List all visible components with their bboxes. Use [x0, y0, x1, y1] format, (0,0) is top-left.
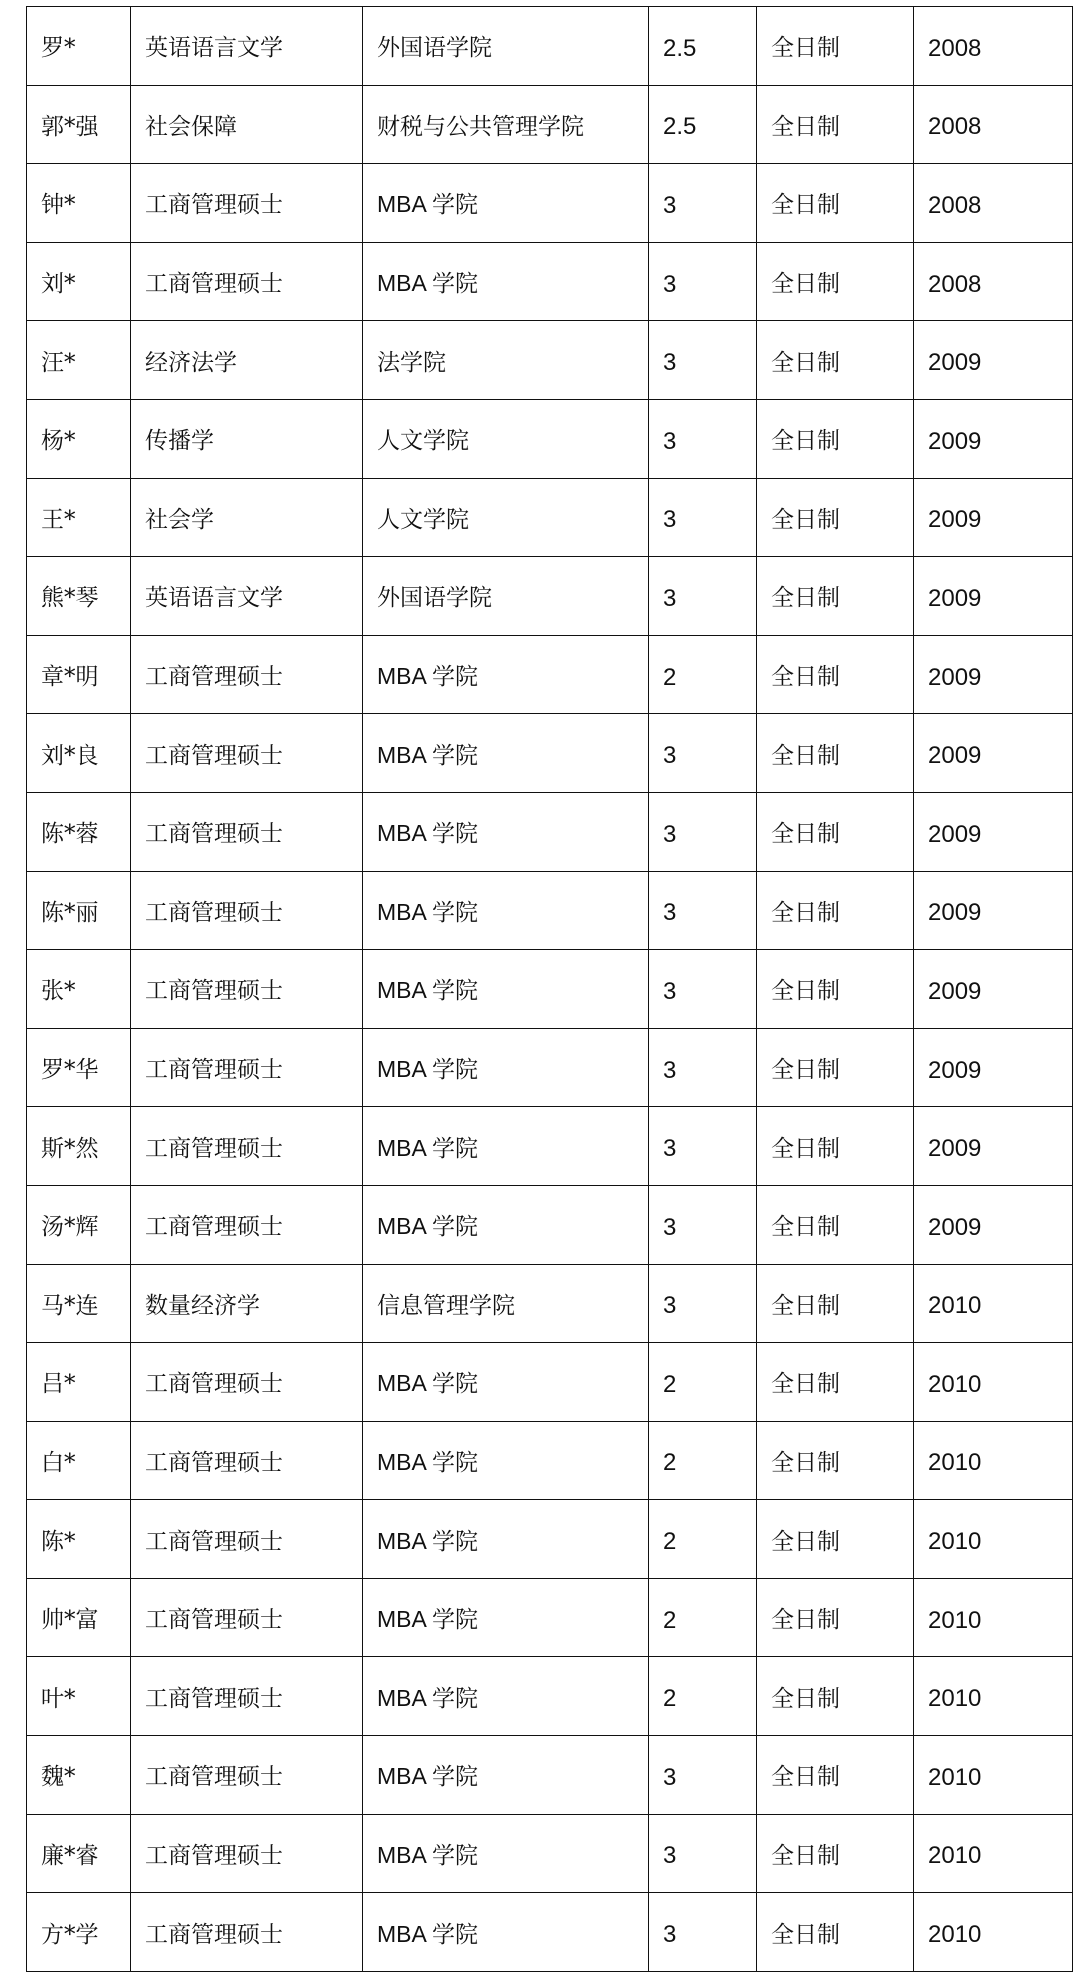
- table-row: [27, 399, 1073, 478]
- enrollment-year-cell: 2009: [914, 792, 1073, 871]
- duration-cell: 3: [649, 950, 757, 1029]
- school-cell: MBA 学院: [363, 1421, 649, 1500]
- table-row: [27, 85, 1073, 164]
- table-row: [27, 7, 1073, 86]
- duration-cell: 3: [649, 792, 757, 871]
- school-cell: 信息管理学院: [363, 1264, 649, 1343]
- major-cell: 经济法学: [131, 321, 363, 400]
- enrollment-year-cell: 2010: [914, 1657, 1073, 1736]
- table-row: [27, 1028, 1073, 1107]
- duration-cell: 3: [649, 399, 757, 478]
- table-row: [27, 1264, 1073, 1343]
- enrollment-year-cell: 2009: [914, 1107, 1073, 1186]
- student-table-container: [26, 6, 1072, 1972]
- major-cell: 工商管理硕士: [131, 1736, 363, 1815]
- major-cell: 工商管理硕士: [131, 714, 363, 793]
- study-mode-cell: 全日制: [757, 1736, 914, 1815]
- school-cell: 外国语学院: [363, 7, 649, 86]
- enrollment-year-cell: 2009: [914, 871, 1073, 950]
- enrollment-year-cell: 2009: [914, 478, 1073, 557]
- duration-cell: 2: [649, 1500, 757, 1579]
- name-cell: 刘*良: [27, 714, 131, 793]
- study-mode-cell: 全日制: [757, 635, 914, 714]
- major-cell: 工商管理硕士: [131, 1107, 363, 1186]
- study-mode-cell: 全日制: [757, 1028, 914, 1107]
- enrollment-year-cell: 2009: [914, 399, 1073, 478]
- name-cell: 刘*: [27, 242, 131, 321]
- major-cell: 工商管理硕士: [131, 1343, 363, 1422]
- major-cell: 工商管理硕士: [131, 792, 363, 871]
- duration-cell: 3: [649, 871, 757, 950]
- study-mode-cell: 全日制: [757, 399, 914, 478]
- name-cell: 帅*富: [27, 1578, 131, 1657]
- school-cell: MBA 学院: [363, 635, 649, 714]
- school-cell: MBA 学院: [363, 1814, 649, 1893]
- enrollment-year-cell: 2010: [914, 1893, 1073, 1972]
- study-mode-cell: 全日制: [757, 1343, 914, 1422]
- enrollment-year-cell: 2009: [914, 714, 1073, 793]
- table-row: [27, 1421, 1073, 1500]
- table-row: [27, 1343, 1073, 1422]
- study-mode-cell: 全日制: [757, 1107, 914, 1186]
- table-row: [27, 1578, 1073, 1657]
- duration-cell: 3: [649, 1893, 757, 1972]
- name-cell: 王*: [27, 478, 131, 557]
- table-row: [27, 950, 1073, 1029]
- enrollment-year-cell: 2010: [914, 1421, 1073, 1500]
- table-row: [27, 478, 1073, 557]
- study-mode-cell: 全日制: [757, 714, 914, 793]
- duration-cell: 3: [649, 1736, 757, 1815]
- table-row: [27, 557, 1073, 636]
- name-cell: 叶*: [27, 1657, 131, 1736]
- name-cell: 陈*蓉: [27, 792, 131, 871]
- duration-cell: 3: [649, 714, 757, 793]
- name-cell: 廉*睿: [27, 1814, 131, 1893]
- duration-cell: 3: [649, 1107, 757, 1186]
- name-cell: 吕*: [27, 1343, 131, 1422]
- major-cell: 工商管理硕士: [131, 1657, 363, 1736]
- major-cell: 英语语言文学: [131, 7, 363, 86]
- study-mode-cell: 全日制: [757, 1657, 914, 1736]
- major-cell: 工商管理硕士: [131, 635, 363, 714]
- enrollment-year-cell: 2008: [914, 7, 1073, 86]
- school-cell: MBA 学院: [363, 792, 649, 871]
- name-cell: 张*: [27, 950, 131, 1029]
- duration-cell: 3: [649, 1185, 757, 1264]
- table-row: [27, 1500, 1073, 1579]
- duration-cell: 3: [649, 164, 757, 243]
- name-cell: 魏*: [27, 1736, 131, 1815]
- major-cell: 数量经济学: [131, 1264, 363, 1343]
- name-cell: 罗*: [27, 7, 131, 86]
- name-cell: 钟*: [27, 164, 131, 243]
- school-cell: MBA 学院: [363, 1893, 649, 1972]
- enrollment-year-cell: 2010: [914, 1578, 1073, 1657]
- table-row: [27, 164, 1073, 243]
- duration-cell: 2: [649, 1578, 757, 1657]
- study-mode-cell: 全日制: [757, 871, 914, 950]
- enrollment-year-cell: 2010: [914, 1343, 1073, 1422]
- enrollment-year-cell: 2010: [914, 1500, 1073, 1579]
- study-mode-cell: 全日制: [757, 85, 914, 164]
- table-row: [27, 1814, 1073, 1893]
- study-mode-cell: 全日制: [757, 164, 914, 243]
- table-row: [27, 1736, 1073, 1815]
- name-cell: 罗*华: [27, 1028, 131, 1107]
- study-mode-cell: 全日制: [757, 1264, 914, 1343]
- table-row: [27, 792, 1073, 871]
- name-cell: 郭*强: [27, 85, 131, 164]
- enrollment-year-cell: 2009: [914, 557, 1073, 636]
- enrollment-year-cell: 2008: [914, 85, 1073, 164]
- study-mode-cell: 全日制: [757, 1814, 914, 1893]
- study-mode-cell: 全日制: [757, 1421, 914, 1500]
- major-cell: 英语语言文学: [131, 557, 363, 636]
- name-cell: 汤*辉: [27, 1185, 131, 1264]
- name-cell: 陈*丽: [27, 871, 131, 950]
- enrollment-year-cell: 2010: [914, 1264, 1073, 1343]
- major-cell: 工商管理硕士: [131, 1185, 363, 1264]
- table-row: [27, 1893, 1073, 1972]
- study-mode-cell: 全日制: [757, 1500, 914, 1579]
- school-cell: MBA 学院: [363, 871, 649, 950]
- table-row: [27, 1657, 1073, 1736]
- duration-cell: 2: [649, 1343, 757, 1422]
- duration-cell: 3: [649, 1814, 757, 1893]
- enrollment-year-cell: 2008: [914, 164, 1073, 243]
- name-cell: 陈*: [27, 1500, 131, 1579]
- enrollment-year-cell: 2009: [914, 950, 1073, 1029]
- school-cell: MBA 学院: [363, 1736, 649, 1815]
- school-cell: 外国语学院: [363, 557, 649, 636]
- duration-cell: 3: [649, 1028, 757, 1107]
- enrollment-year-cell: 2010: [914, 1814, 1073, 1893]
- table-row: [27, 714, 1073, 793]
- name-cell: 方*学: [27, 1893, 131, 1972]
- study-mode-cell: 全日制: [757, 7, 914, 86]
- enrollment-year-cell: 2009: [914, 635, 1073, 714]
- name-cell: 汪*: [27, 321, 131, 400]
- study-mode-cell: 全日制: [757, 792, 914, 871]
- school-cell: MBA 学院: [363, 1657, 649, 1736]
- school-cell: 法学院: [363, 321, 649, 400]
- duration-cell: 2: [649, 1421, 757, 1500]
- name-cell: 章*明: [27, 635, 131, 714]
- school-cell: MBA 学院: [363, 242, 649, 321]
- major-cell: 工商管理硕士: [131, 871, 363, 950]
- enrollment-year-cell: 2009: [914, 1185, 1073, 1264]
- school-cell: 人文学院: [363, 399, 649, 478]
- school-cell: 人文学院: [363, 478, 649, 557]
- duration-cell: 3: [649, 321, 757, 400]
- study-mode-cell: 全日制: [757, 478, 914, 557]
- study-mode-cell: 全日制: [757, 950, 914, 1029]
- table-row: [27, 1107, 1073, 1186]
- school-cell: MBA 学院: [363, 950, 649, 1029]
- duration-cell: 3: [649, 557, 757, 636]
- table-body: [27, 7, 1073, 1972]
- table-row: [27, 1185, 1073, 1264]
- major-cell: 工商管理硕士: [131, 164, 363, 243]
- school-cell: MBA 学院: [363, 1107, 649, 1186]
- major-cell: 工商管理硕士: [131, 950, 363, 1029]
- duration-cell: 3: [649, 1264, 757, 1343]
- major-cell: 工商管理硕士: [131, 1578, 363, 1657]
- study-mode-cell: 全日制: [757, 321, 914, 400]
- study-mode-cell: 全日制: [757, 557, 914, 636]
- school-cell: MBA 学院: [363, 1343, 649, 1422]
- duration-cell: 2.5: [649, 7, 757, 86]
- school-cell: MBA 学院: [363, 164, 649, 243]
- enrollment-year-cell: 2010: [914, 1736, 1073, 1815]
- study-mode-cell: 全日制: [757, 1578, 914, 1657]
- major-cell: 工商管理硕士: [131, 1814, 363, 1893]
- study-mode-cell: 全日制: [757, 242, 914, 321]
- major-cell: 传播学: [131, 399, 363, 478]
- duration-cell: 2: [649, 1657, 757, 1736]
- table-row: [27, 242, 1073, 321]
- major-cell: 工商管理硕士: [131, 1893, 363, 1972]
- school-cell: MBA 学院: [363, 1185, 649, 1264]
- major-cell: 社会学: [131, 478, 363, 557]
- enrollment-year-cell: 2008: [914, 242, 1073, 321]
- table-row: [27, 321, 1073, 400]
- duration-cell: 2.5: [649, 85, 757, 164]
- name-cell: 熊*琴: [27, 557, 131, 636]
- name-cell: 斯*然: [27, 1107, 131, 1186]
- table-row: [27, 871, 1073, 950]
- enrollment-year-cell: 2009: [914, 1028, 1073, 1107]
- school-cell: MBA 学院: [363, 1028, 649, 1107]
- major-cell: 工商管理硕士: [131, 1028, 363, 1107]
- school-cell: MBA 学院: [363, 1578, 649, 1657]
- school-cell: 财税与公共管理学院: [363, 85, 649, 164]
- study-mode-cell: 全日制: [757, 1893, 914, 1972]
- major-cell: 工商管理硕士: [131, 1500, 363, 1579]
- major-cell: 工商管理硕士: [131, 1421, 363, 1500]
- school-cell: MBA 学院: [363, 1500, 649, 1579]
- duration-cell: 2: [649, 635, 757, 714]
- name-cell: 杨*: [27, 399, 131, 478]
- major-cell: 社会保障: [131, 85, 363, 164]
- name-cell: 马*连: [27, 1264, 131, 1343]
- duration-cell: 3: [649, 242, 757, 321]
- table-row: [27, 635, 1073, 714]
- duration-cell: 3: [649, 478, 757, 557]
- enrollment-year-cell: 2009: [914, 321, 1073, 400]
- major-cell: 工商管理硕士: [131, 242, 363, 321]
- student-table: [26, 6, 1073, 1972]
- school-cell: MBA 学院: [363, 714, 649, 793]
- name-cell: 白*: [27, 1421, 131, 1500]
- study-mode-cell: 全日制: [757, 1185, 914, 1264]
